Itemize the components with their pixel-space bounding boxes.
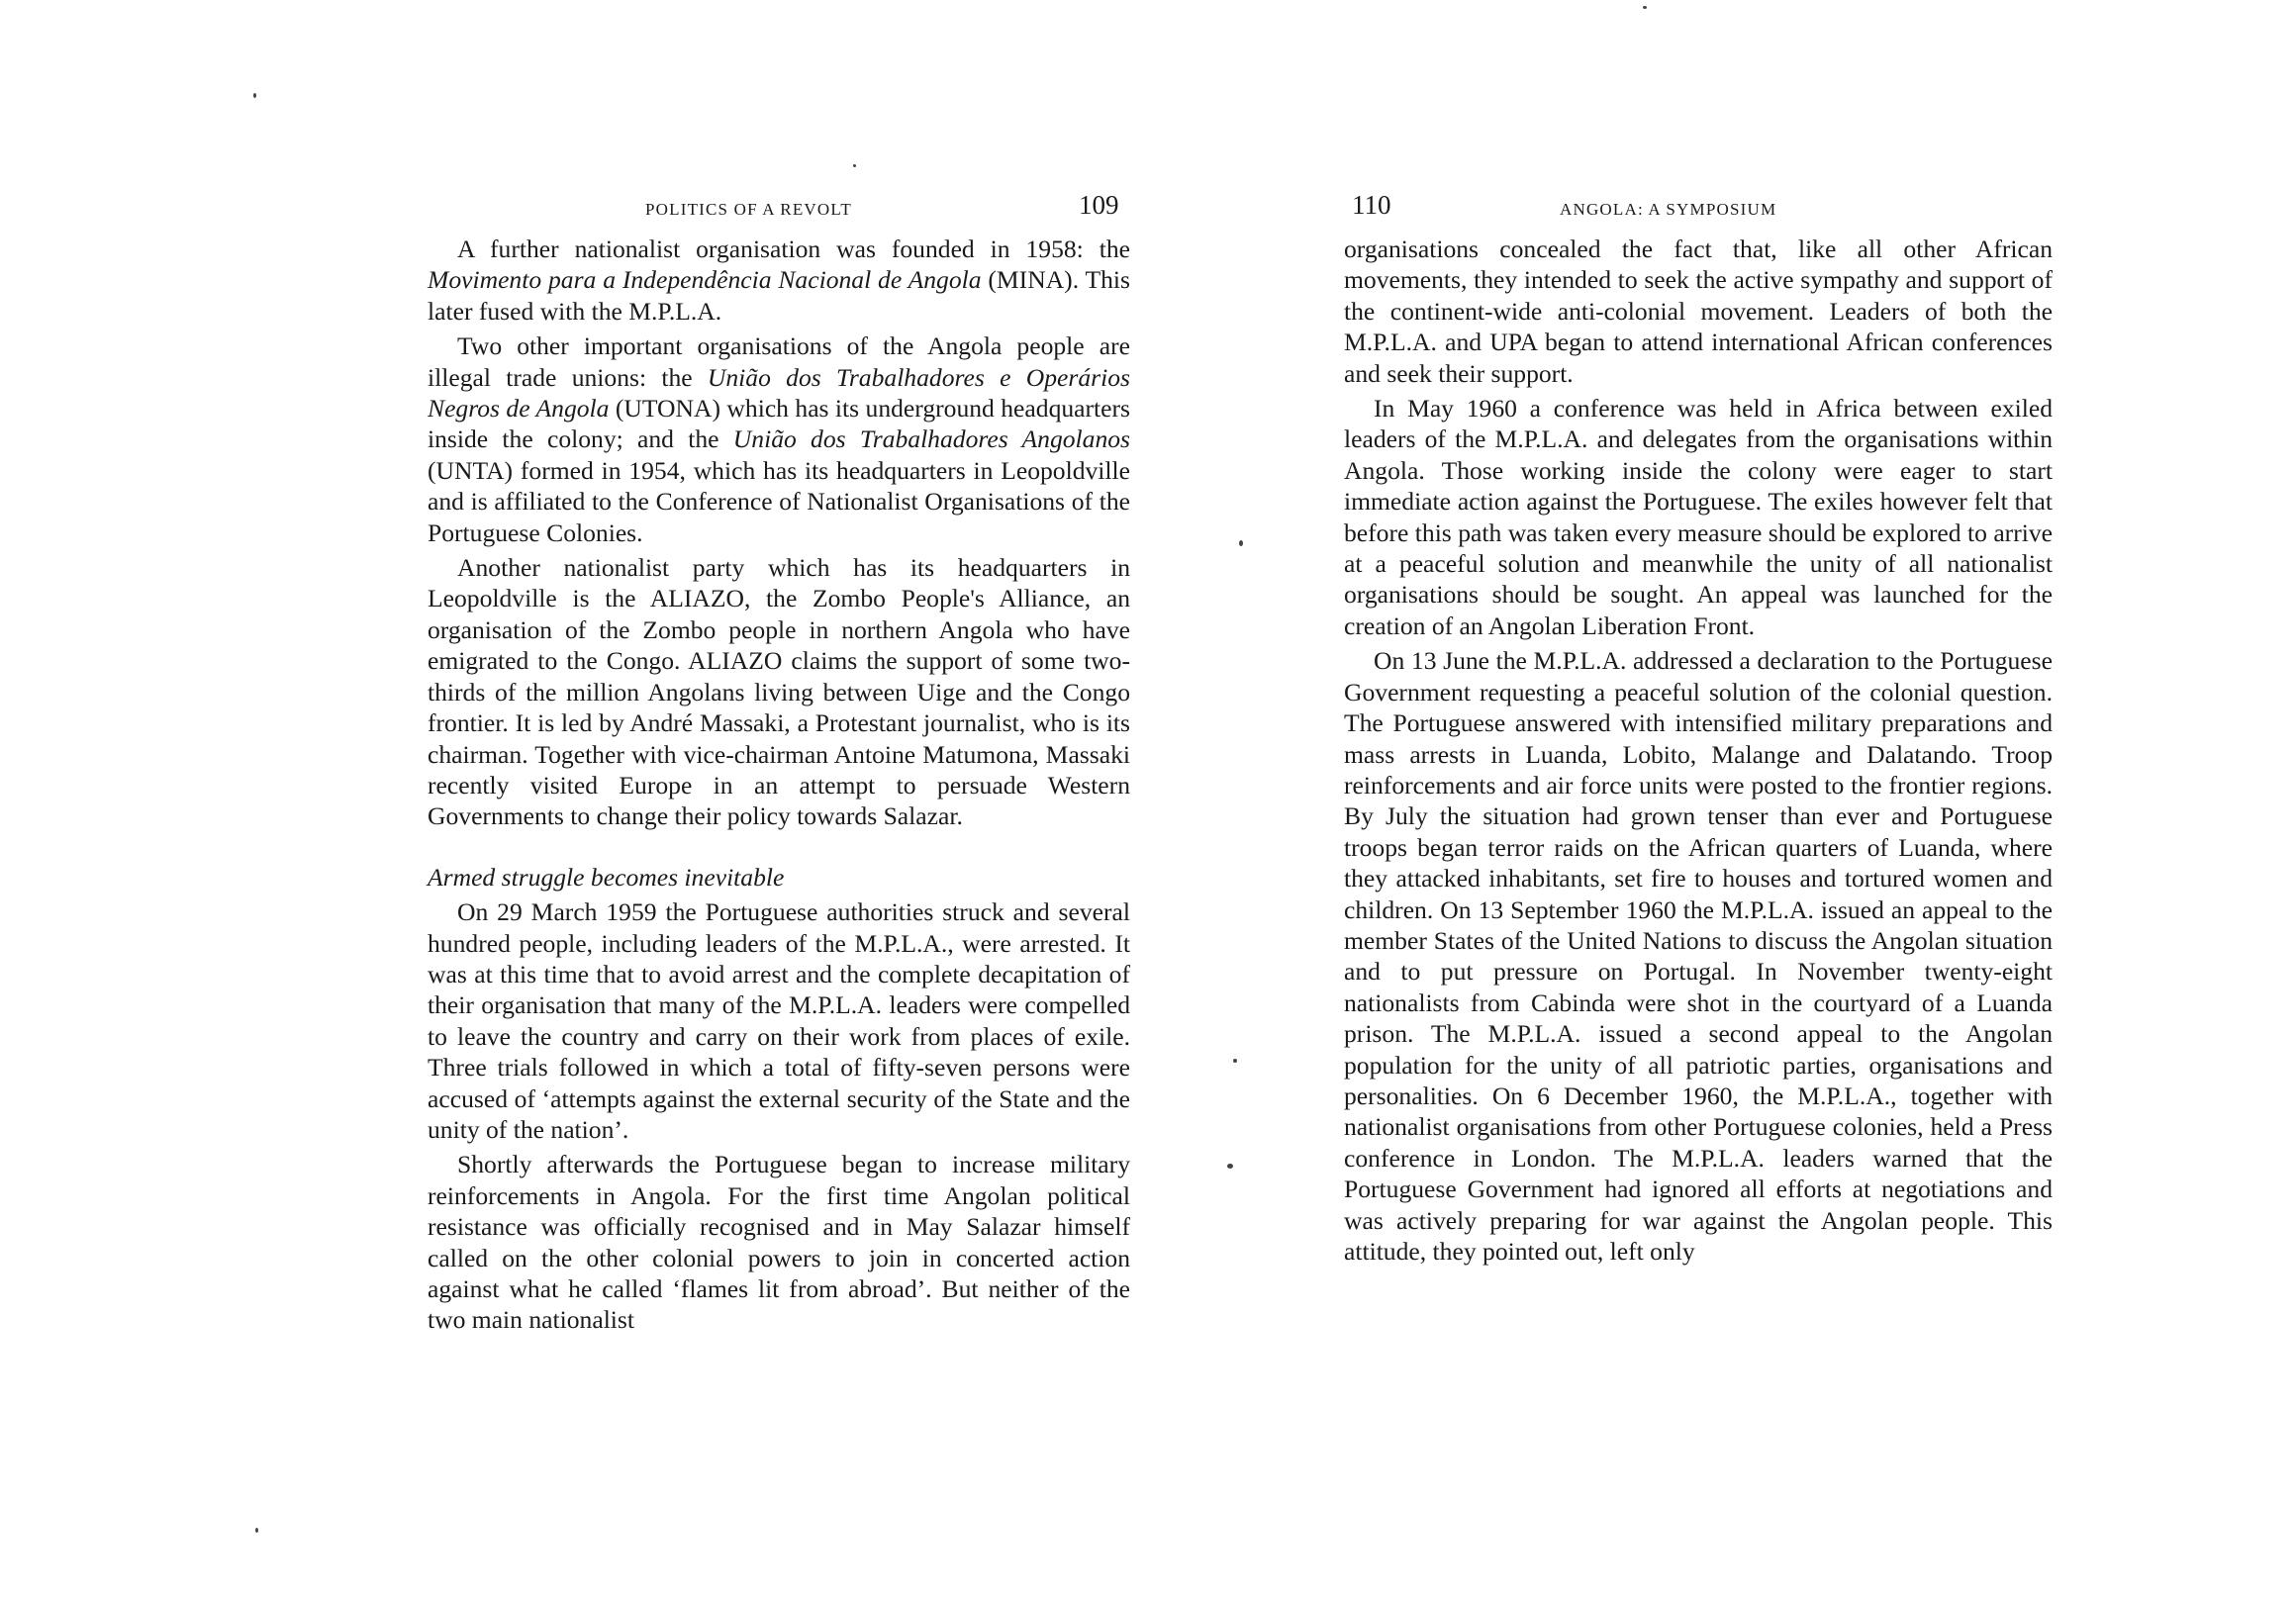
left-body-text [428, 234, 1130, 1336]
scan-speck [255, 1528, 258, 1533]
left-page-number: 109 [1079, 190, 1119, 220]
right-page-number: 110 [1352, 190, 1391, 220]
paragraph [428, 234, 1130, 327]
left-running-head [428, 190, 1130, 234]
text-run: (MINA). This later fused with the M.P.L.A. [428, 265, 1130, 326]
paragraph [428, 1149, 1130, 1335]
left-paragraphs-after-heading [428, 896, 1130, 1336]
left-running-title: POLITICS OF A REVOLT [645, 200, 852, 219]
text-run: In May 1960 a conference was held in Africa between exiled leaders of the M.P.L.A. and delegates from the organisations within Angola. Those working inside the colony were eager to start immediate action against the Portuguese. The exiles however felt that before this path was taken every measure should be explored to arrive at a peaceful solution and meanwhile the unity of all nationalist organisations should be sought. An appeal was launched for the creation of an Angolan Liberation Front. [1344, 394, 2053, 640]
scan-speck [1227, 1164, 1233, 1169]
paragraph [1344, 645, 2053, 1267]
text-run: A further nationalist organisation was founded in 1958: the [457, 235, 1130, 263]
section-heading: Armed struggle becomes inevitable [428, 862, 785, 892]
scan-speck [1239, 540, 1243, 546]
scan-speck [853, 164, 856, 167]
paragraph [1344, 234, 2053, 389]
paragraph [428, 552, 1130, 832]
right-body-text [1344, 234, 2053, 1267]
scan-speck [1643, 6, 1647, 9]
text-run: (UNTA) formed in 1954, which has its headquarters in Leopoldville and is affiliated to the Conference of Nationalist Organisations of the Portuguese Colonies. [428, 455, 1130, 547]
left-paragraphs [428, 234, 1130, 832]
text-run: On 29 March 1959 the Portuguese authorities struck and several hundred people, including leaders of the M.P.L.A., were arrested. It was at this time that to avoid arrest and the complete decapitation of their organisation that many of the M.P.L.A. leaders were compelled to leave the country and carry on their work from places of exile. Three trials followed in which a total of fifty-seven persons were accused of ‘attempts against the external security of the State and the unity of the nation’. [428, 897, 1130, 1144]
italic-title: Movimento para a Independência Nacional de Angola [428, 265, 982, 295]
italic-title: União dos Trabalhadores e Operários Negros de Angola [428, 362, 1130, 423]
right-running-title: ANGOLA: A SYMPOSIUM [1560, 200, 1777, 219]
text-run: organisations concealed the fact that, like all other African movements, they intended to seek the active sympathy and support of the continent-wide anti-colonial movement. Leaders of both the M.P.L.A. and UPA began to attend international African conferences and seek their support. [1344, 235, 2053, 388]
italic-title: União dos Trabalhadores Angolanos [732, 424, 1130, 454]
text-run: Another nationalist party which has its headquarters in Leopoldville is the ALIAZO, the Zombo People's Alliance, an organisation of the Zombo people in northern Angola who have emigrated to the Congo. ALIAZO claims the support of some two-thirds of the million Angolans living between Uige and the Congo frontier. It is led by André Massaki, a Protestant journalist, who is its chairman. Together with vice-chairman Antoine Matumona, Massaki recently visited Europe in an attempt to persuade Western Governments to change their policy towards Salazar. [428, 553, 1130, 831]
left-page [428, 0, 1130, 1336]
right-running-head [1344, 190, 2053, 234]
paragraph [1344, 393, 2053, 641]
paragraph [428, 896, 1130, 1145]
scan-speck [253, 93, 256, 98]
text-run: Shortly afterwards the Portuguese began to increase military reinforcements in Angola. For the first time Angolan political resistance was officially recognised and in May Salazar himself called on the other colonial powers to join in concerted action against what he called ‘flames lit from abroad’. But neither of the two main nationalist [428, 1150, 1130, 1335]
text-run: Two other important organisations of the Angola people are illegal trade unions: the [428, 331, 1130, 392]
paragraph [428, 330, 1130, 548]
right-page [1344, 0, 2053, 1267]
scan-speck [1233, 1059, 1237, 1063]
right-paragraphs [1344, 234, 2053, 1267]
text-run: On 13 June the M.P.L.A. addressed a declaration to the Portuguese Government requesting a peaceful solution of the colonial question. The Portuguese answered with intensified military preparations and mass arrests in Luanda, Lobito, Malange and Dalatando. Troop reinforcements and air force units were posted to the frontier regions. By July the situation had grown tenser than ever and Portuguese troops began terror raids on the African quarters of Luanda, where they attacked inhabitants, set fire to houses and tortured women and children. On 13 September 1960 the M.P.L.A. issued an appeal to the member States of the United Nations to discuss the Angolan situation and to put pressure on Portugal. In November twenty-eight nationalists from Cabinda were shot in the courtyard of a Luanda prison. The M.P.L.A. issued a second appeal to the Angolan population for the unity of all patriotic parties, organisations and personalities. On 6 December 1960, the M.P.L.A., together with nationalist organisations from other Portuguese colonies, held a Press conference in London. The M.P.L.A. leaders warned that the Portuguese Government had ignored all efforts at negotiations and was actively preparing for war against the Angolan people. This attitude, they pointed out, left only [1344, 646, 2053, 1266]
text-run: (UTONA) which has its underground headquarters inside the colony; and the [428, 394, 1130, 454]
